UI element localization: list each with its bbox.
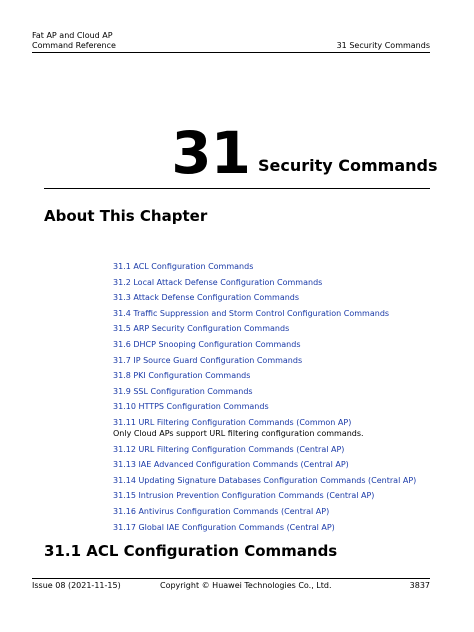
toc-item <box>113 444 443 455</box>
toc-item <box>113 308 443 319</box>
toc-link[interactable]: 31.12 URL Filtering Configuration Commands (Central AP) <box>113 444 345 454</box>
toc-note: Only Cloud APs support URL filtering configuration commands. <box>113 428 364 438</box>
toc-link[interactable]: 31.15 Intrusion Prevention Configuration Commands (Central AP) <box>113 491 375 501</box>
header-divider <box>32 52 430 53</box>
toc-link[interactable]: 31.14 Updating Signature Databases Configuration Commands (Central AP) <box>113 475 417 485</box>
chapter-toc <box>113 261 443 537</box>
toc-link[interactable]: 31.10 HTTPS Configuration Commands <box>113 402 269 412</box>
toc-link[interactable]: 31.1 ACL Configuration Commands <box>113 262 254 271</box>
toc-item <box>113 339 443 350</box>
section-title: 31.1 ACL Configuration Commands <box>44 542 338 560</box>
chapter-title: Security Commands <box>258 156 438 175</box>
toc-item <box>113 475 443 486</box>
toc-link[interactable]: 31.17 Global IAE Configuration Commands (Central AP) <box>113 522 335 532</box>
header-doc: Command Reference <box>32 41 116 50</box>
footer-divider <box>32 578 430 579</box>
toc-link[interactable]: 31.7 IP Source Guard Configuration Commands <box>113 355 303 365</box>
toc-item <box>113 277 443 288</box>
toc-link[interactable]: 31.11 URL Filtering Configuration Commands (Common AP) <box>113 417 352 427</box>
toc-link[interactable]: 31.9 SSL Configuration Commands <box>113 386 253 396</box>
footer-copyright: Copyright © Huawei Technologies Co., Ltd. <box>160 581 332 590</box>
toc-item <box>113 490 443 501</box>
header-section: 31 Security Commands <box>336 41 430 50</box>
toc-item <box>113 522 443 533</box>
toc-item <box>113 506 443 517</box>
toc-link[interactable]: 31.6 DHCP Snooping Configuration Commands <box>113 339 301 349</box>
toc-link[interactable]: 31.5 ARP Security Configuration Commands <box>113 324 290 334</box>
toc-link[interactable]: 31.2 Local Attack Defense Configuration Commands <box>113 277 323 287</box>
toc-item <box>113 401 443 412</box>
toc-item <box>113 261 443 272</box>
toc-item <box>113 355 443 366</box>
about-heading: About This Chapter <box>44 207 208 225</box>
toc-item <box>113 386 443 397</box>
toc-link[interactable]: 31.3 Attack Defense Configuration Commands <box>113 293 300 303</box>
toc-link[interactable]: 31.8 PKI Configuration Commands <box>113 371 251 381</box>
footer-issue: Issue 08 (2021-11-15) <box>32 581 121 590</box>
chapter-divider <box>44 188 430 189</box>
toc-item <box>113 459 443 470</box>
toc-link[interactable]: 31.13 IAE Advanced Configuration Commands (Central AP) <box>113 460 349 470</box>
toc-item <box>113 292 443 303</box>
header-product: Fat AP and Cloud AP <box>32 31 113 40</box>
toc-item <box>113 417 443 439</box>
chapter-number: 31 <box>171 119 250 187</box>
header-left <box>32 31 116 51</box>
footer-page-number: 3837 <box>409 581 430 590</box>
toc-item <box>113 370 443 381</box>
toc-link[interactable]: 31.16 Antivirus Configuration Commands (Central AP) <box>113 506 330 516</box>
toc-link[interactable]: 31.4 Traffic Suppression and Storm Control Configuration Commands <box>113 308 390 318</box>
toc-item <box>113 323 443 334</box>
